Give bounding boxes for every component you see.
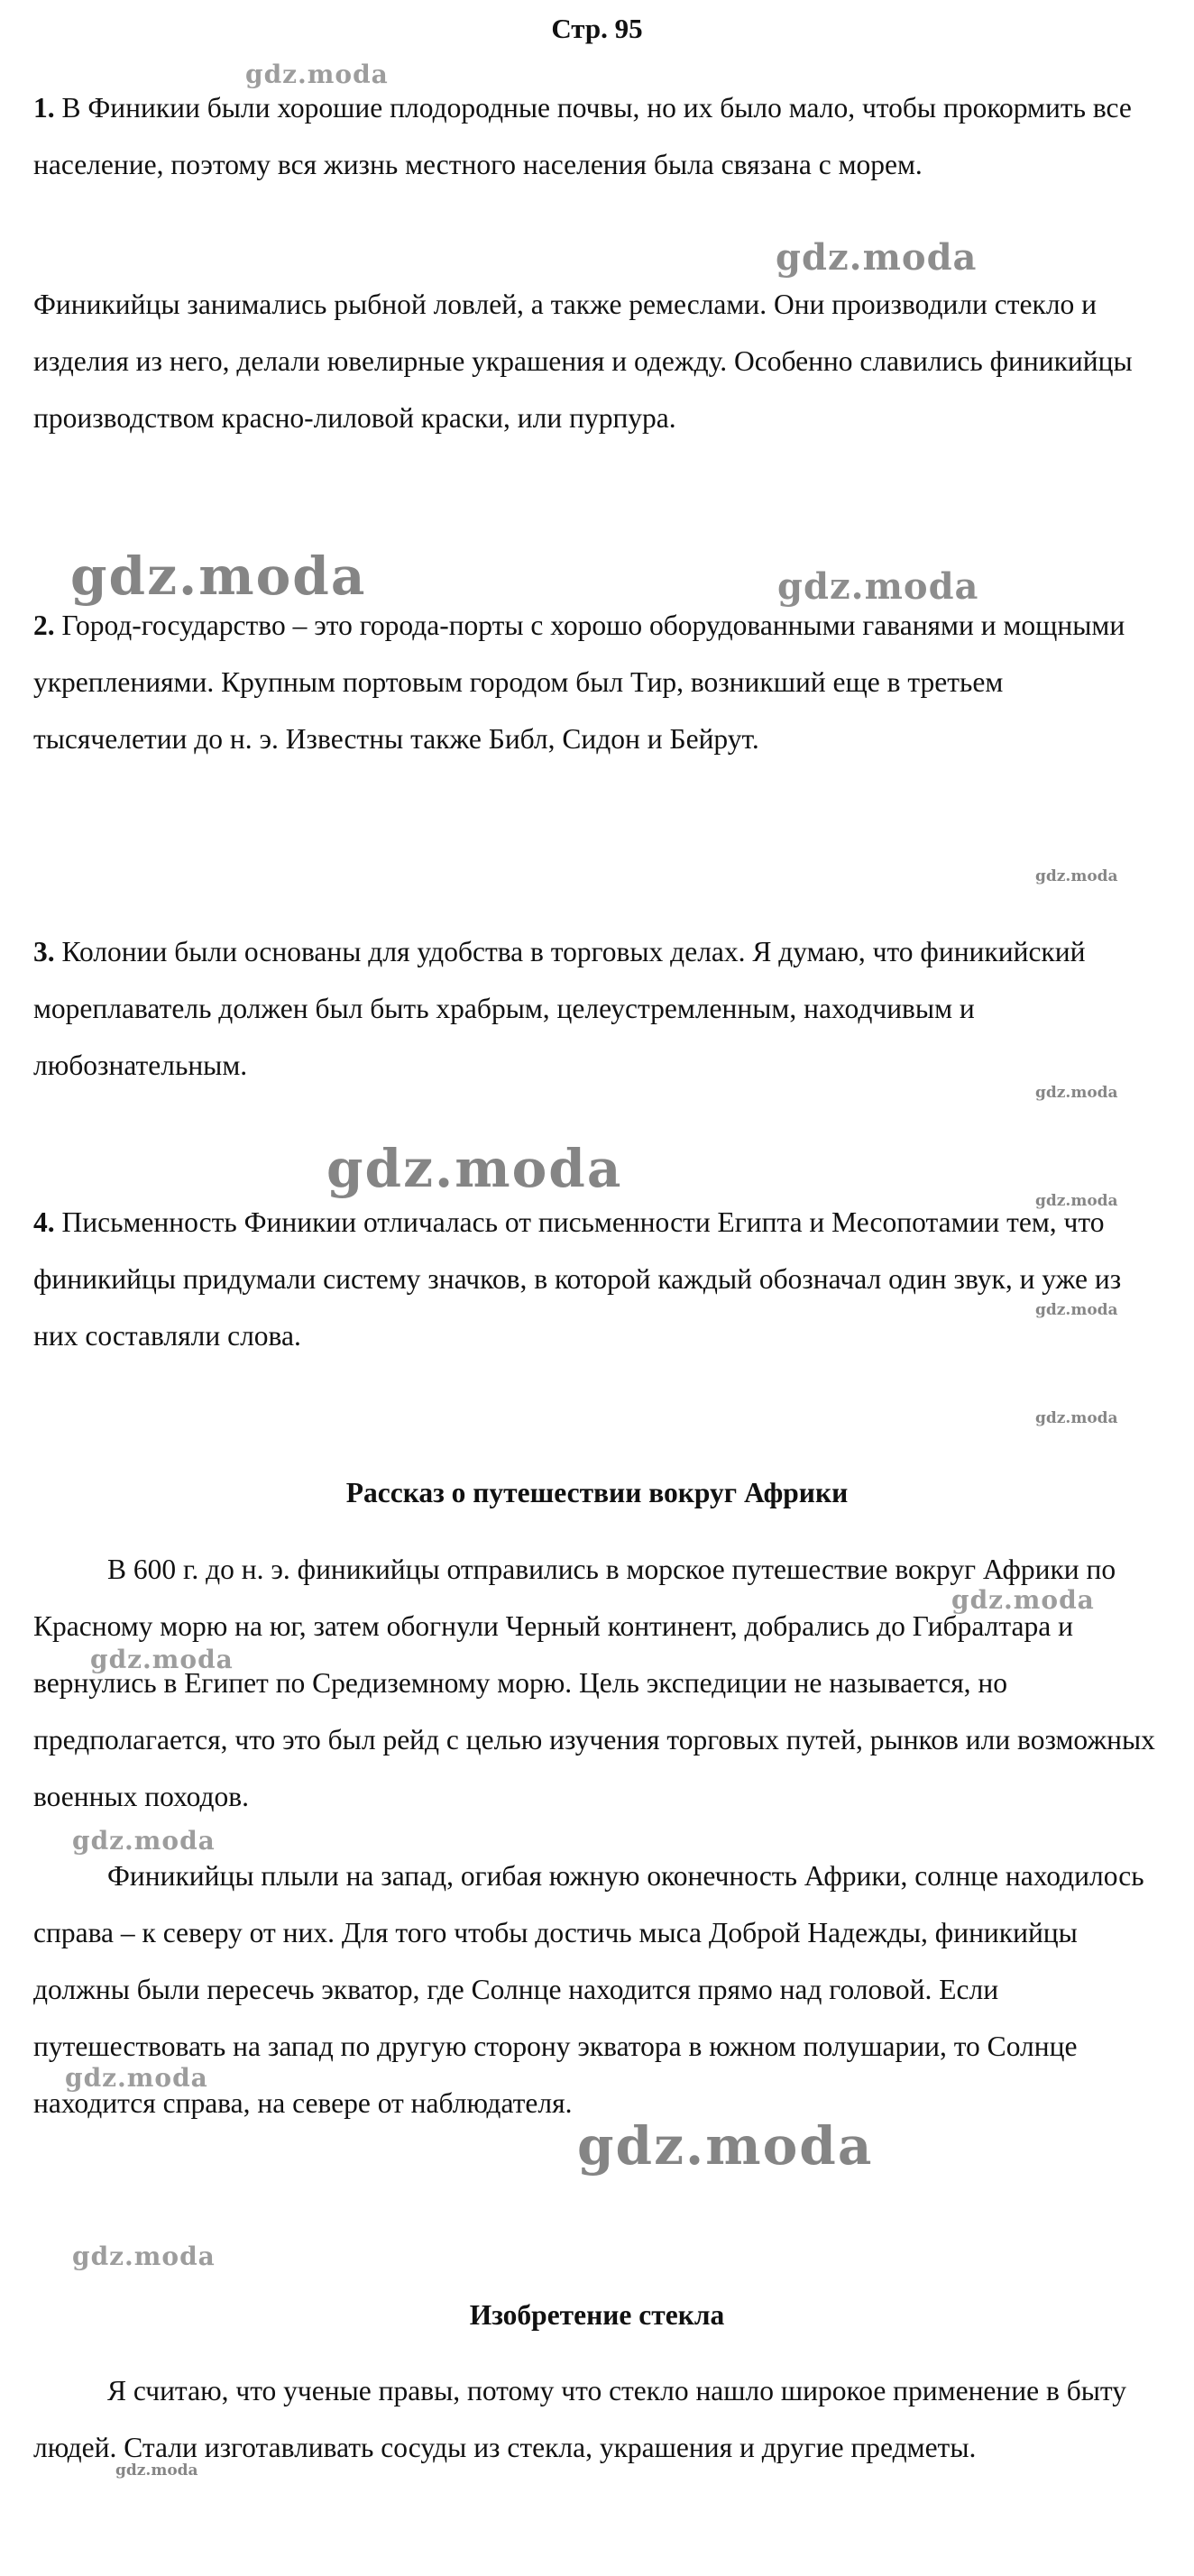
watermark: gdz.moda — [1035, 1301, 1118, 1319]
page-title: Стр. 95 — [551, 13, 643, 44]
story-paragraph: Финикийцы плыли на запад, огибая южную оконечность Африки, солнце находилось справа – к северу от них. Для того чтобы достичь мыса Доброй Надежды, финикийцы должны были пересечь экватор, где Солнце находится прямо над головой. Если путешествовать на запад по другую сторону экватора в южном полушарии, то Солнце находится справа, на севере от наблюдателя. — [33, 1860, 1144, 2119]
watermark: gdz.moda — [777, 565, 979, 608]
watermark: gdz.moda — [65, 2063, 208, 2093]
watermark: gdz.moda — [326, 1138, 623, 1199]
watermark: gdz.moda — [1035, 1084, 1118, 1102]
answer-3 — [33, 923, 1161, 1094]
watermark: gdz.moda — [72, 1826, 216, 1856]
watermark: gdz.moda — [1035, 1409, 1118, 1427]
answer-2 — [33, 597, 1161, 767]
watermark: gdz.moda — [1035, 867, 1118, 885]
answer-text: Город-государство – это города-порты с хорошо оборудованными гаванями и мощными укреплениями. Крупным портовым городом был Тир, возникший еще в третьем тысячелетии до н. э. Известны также Библ, Сидон и Бейрут. — [33, 610, 1125, 755]
answer-4 — [33, 1194, 1161, 1364]
answer-text: Письменность Финикии отличалась от письменности Египта и Месопотамии тем, что финикийцы придумали систему значков, в которой каждый обозначал один звук, и уже из них составляли слова. — [33, 1206, 1122, 1352]
watermark: gdz.moda — [70, 545, 367, 607]
story-paragraph: В 600 г. до н. э. финикийцы отправились в морское путешествие вокруг Африки по Красному морю на юг, затем обогнули Черный континент, добрались до Гибралтара и вернулись в Египет по Средиземному морю. Цель экспедиции не называется, но предполагается, что это был рейд с целью изучения торговых путей, рынков или возможных военных походов. — [33, 1554, 1155, 1812]
glass-heading: Изобретение стекла — [469, 2299, 725, 2331]
answer-number: 2. — [33, 610, 55, 641]
answer-text: В Финикии были хорошие плодородные почвы, но их было мало, чтобы прокормить все население, поэтому вся жизнь местного населения была связана с морем. — [33, 92, 1132, 180]
answer-text: Колонии были основаны для удобства в торговых делах. Я думаю, что финикийский мореплаватель должен был быть храбрым, целеустремленным, находчивым и любознательным. — [33, 936, 1086, 1081]
answer-1 — [33, 79, 1161, 193]
watermark: gdz.moda — [72, 2241, 216, 2271]
answer-number: 3. — [33, 936, 55, 967]
glass-paragraph: Я считаю, что ученые правы, потому что стекло нашло широкое применение в быту людей. Стали изготавливать сосуды из стекла, украшения и другие предметы. — [33, 2375, 1127, 2463]
answer-number: 1. — [33, 92, 55, 124]
story-heading: Рассказ о путешествии вокруг Африки — [345, 1477, 849, 1508]
watermark: gdz.moda — [951, 1585, 1095, 1615]
answer-number: 4. — [33, 1206, 55, 1238]
answer-1-continued — [33, 276, 1161, 446]
watermark: gdz.moda — [115, 2461, 198, 2480]
watermark: gdz.moda — [776, 236, 978, 279]
watermark: gdz.moda — [245, 60, 389, 89]
answer-text: Финикийцы занимались рыбной ловлей, а также ремеслами. Они производили стекло и изделия из него, делали ювелирные украшения и одежду. Особенно славились финикийцы производством красно-лиловой краски, или пурпура. — [33, 289, 1133, 434]
watermark: gdz.moda — [90, 1645, 234, 1674]
watermark: gdz.moda — [1035, 1192, 1118, 1210]
watermark: gdz.moda — [577, 2115, 874, 2177]
